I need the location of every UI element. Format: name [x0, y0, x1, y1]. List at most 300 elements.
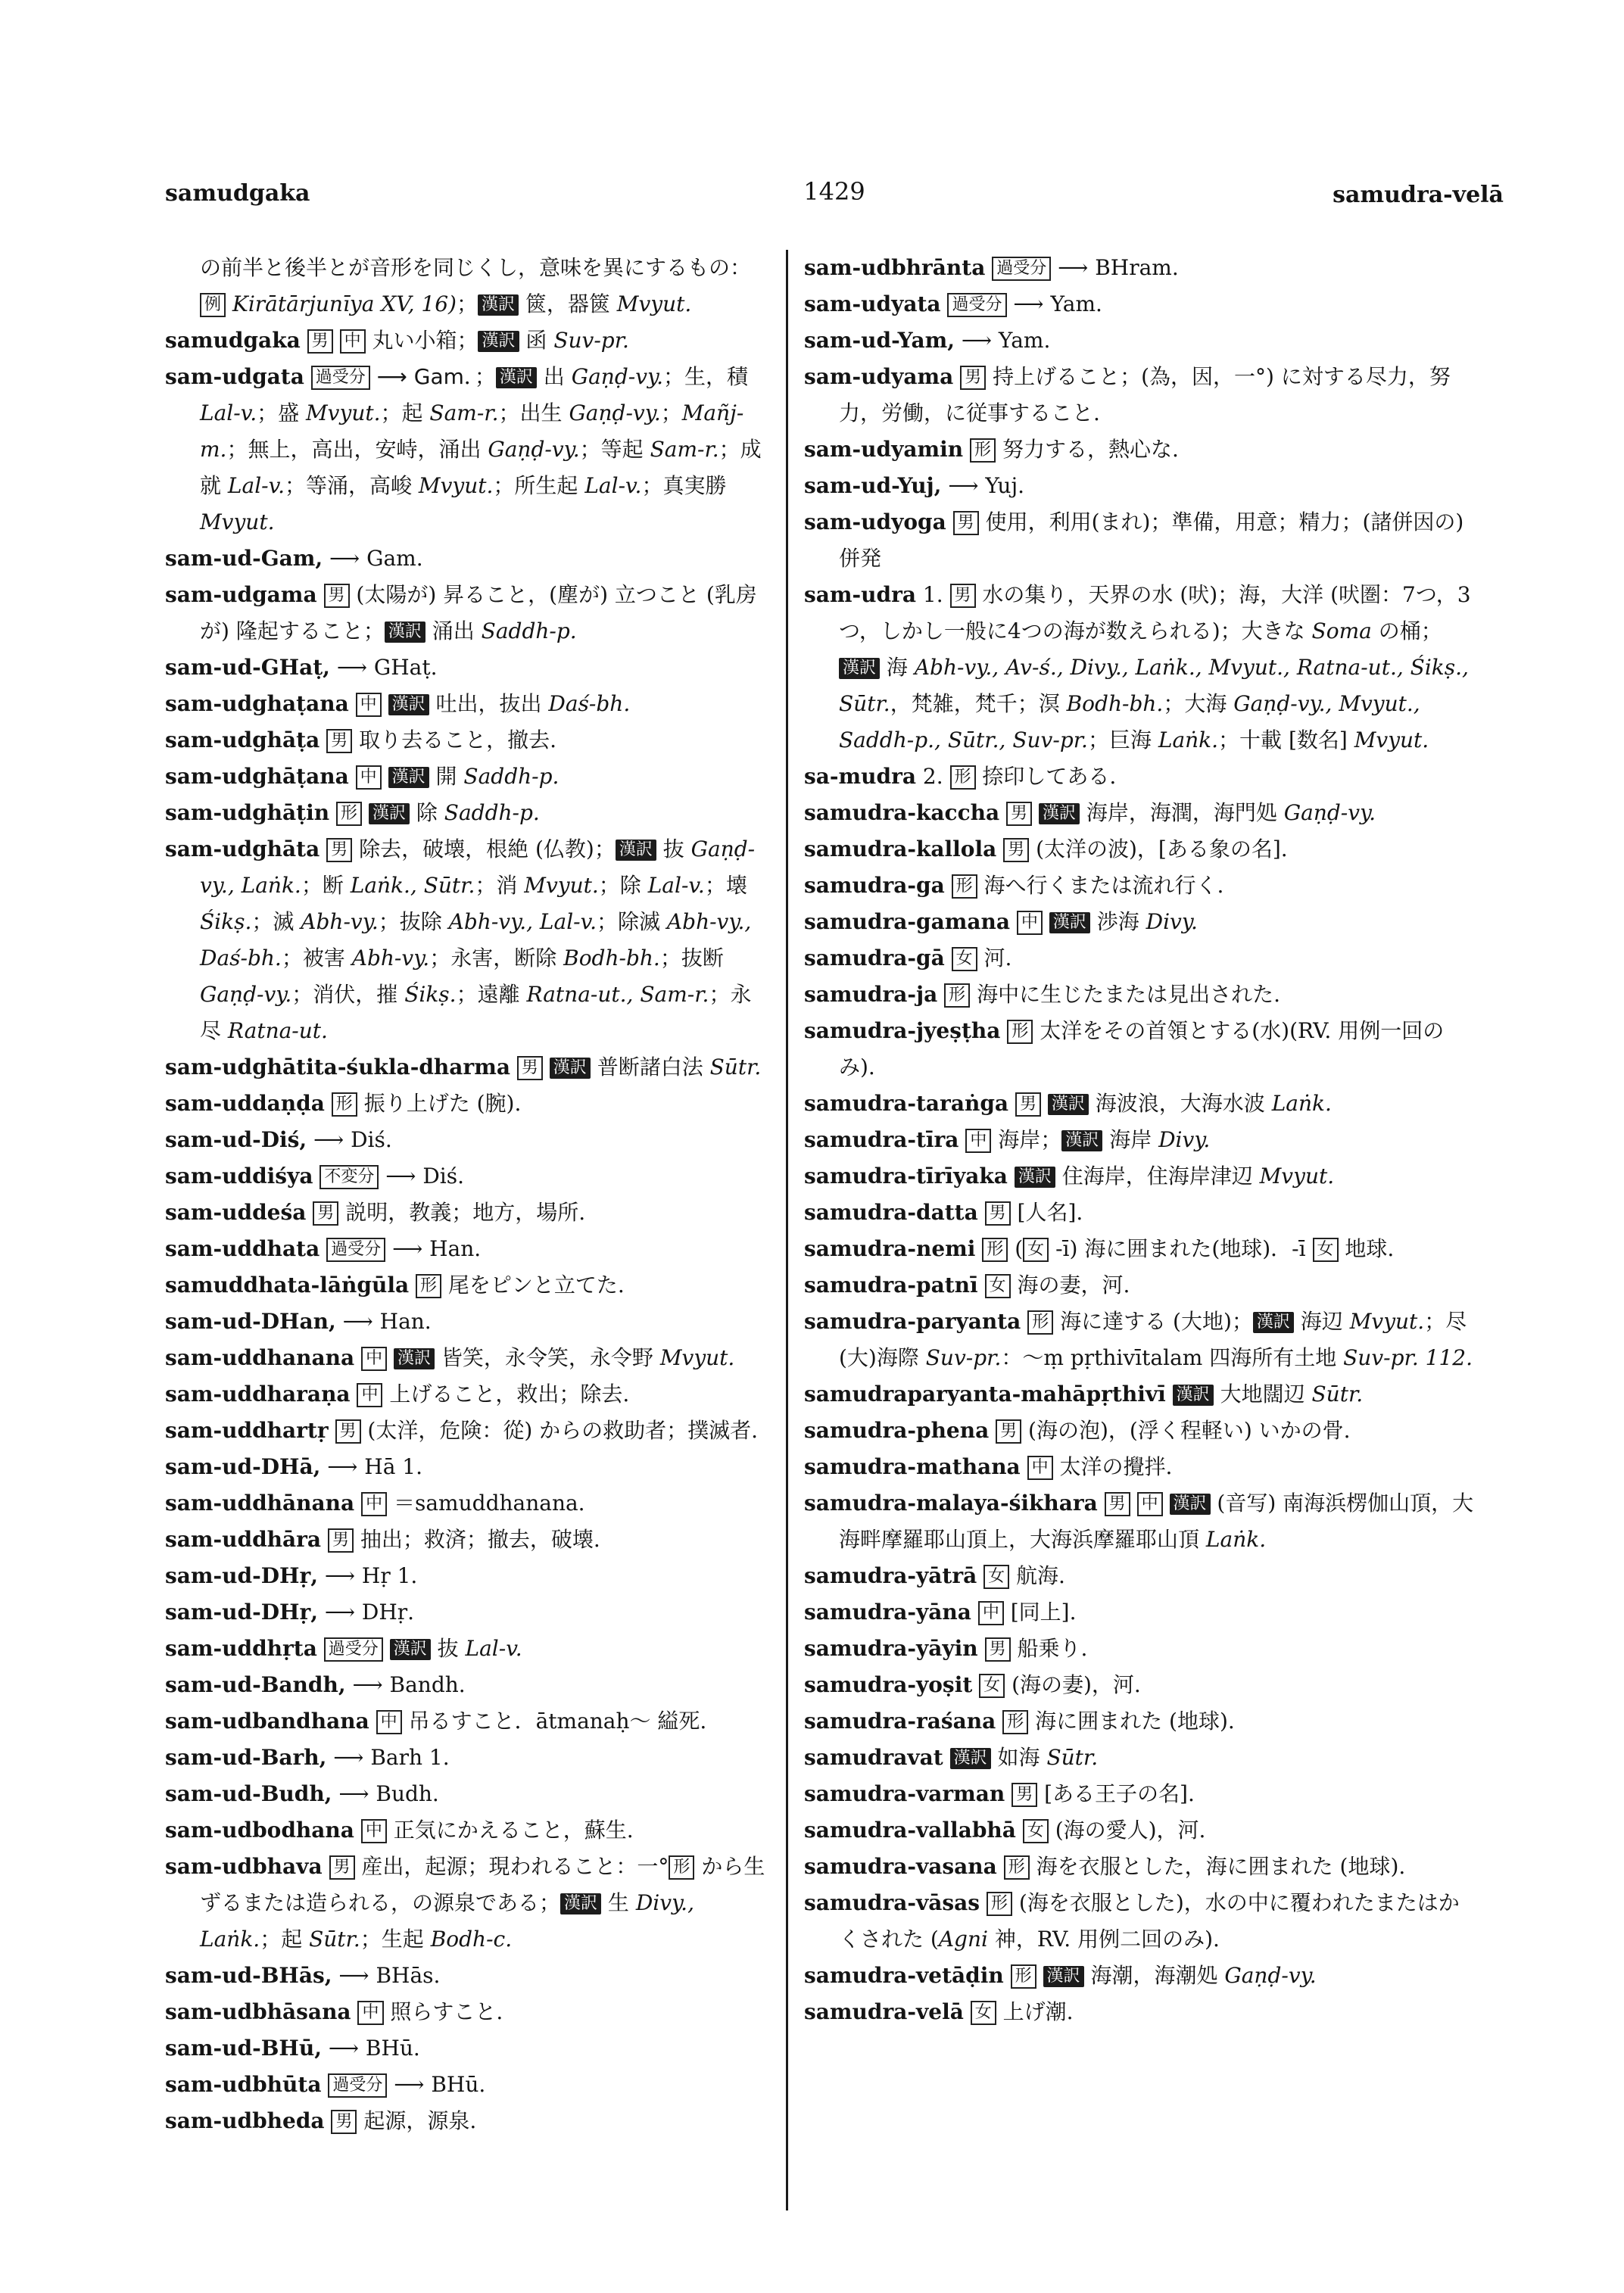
entry-text: ＝samuddhanana. [387, 1491, 585, 1516]
entry-text: ；断 [301, 873, 351, 898]
entry-text: (海の妻)，河. [1005, 1672, 1141, 1697]
entry-headword: sam-uddhartṛ [165, 1418, 329, 1443]
source-citation: Laṅk. [1271, 1091, 1332, 1116]
dictionary-entry [804, 1231, 1475, 1267]
entry-headword: sam-udbodhana [165, 1818, 354, 1843]
grammar-label: 例 [200, 293, 226, 317]
entry-text: 海波浪，大海水波 [1088, 1091, 1272, 1116]
grammar-label: 形 [1004, 1855, 1030, 1880]
entry-text: 海中に生じたまたは見出された. [970, 982, 1280, 1007]
entry-text: 船乗り. [1010, 1636, 1088, 1661]
entry-text: ；滅 [251, 909, 301, 934]
entry-text: の桶； [1371, 618, 1442, 643]
entry-text: 生 [601, 1890, 636, 1915]
entry-headword: sam-udyata [804, 291, 941, 316]
grammar-label: 女 [1023, 1819, 1049, 1843]
dictionary-entry [804, 1013, 1475, 1086]
entry-text: (音写) 南海浜楞伽山頂，大海畔摩羅耶山頂上，大海浜摩羅耶山頂 [839, 1491, 1474, 1552]
source-citation: Agni [938, 1927, 988, 1952]
entry-text: 抜 [656, 837, 691, 861]
dictionary-entry [165, 359, 771, 541]
grammar-label: 中 [376, 1710, 402, 1734]
translation-tag: 漢訳 [388, 767, 429, 788]
dictionary-entry [165, 650, 771, 686]
entry-headword: sam-udgama [165, 582, 317, 607]
entry-headword: sam-uddharaṇa [165, 1382, 351, 1407]
grammar-label: 中 [965, 1129, 991, 1153]
dictionary-entry [165, 250, 771, 322]
entry-text: 正気にかえること，蘇生. [386, 1818, 634, 1843]
entry-text: ⟶ Hṛ 1. [324, 1563, 418, 1588]
dictionary-entry [804, 1703, 1475, 1740]
grammar-label: 女 [983, 1565, 1009, 1589]
grammar-label: 男 [1015, 1092, 1041, 1117]
entry-text: ⟶ GHaṭ. [336, 655, 438, 680]
grammar-label: 過受分 [326, 1238, 385, 1262]
grammar-label: 男 [960, 366, 986, 390]
entry-text: 吐出，抜出 [429, 691, 549, 716]
translation-tag: 漢訳 [1043, 1966, 1084, 1987]
source-citation: Soma [1311, 618, 1372, 643]
translation-tag: 漢訳 [560, 1893, 601, 1914]
entry-headword: samudra-vāsas [804, 1890, 980, 1915]
grammar-label: 男 [517, 1056, 543, 1080]
source-citation: Saddh-p. [481, 618, 577, 643]
dictionary-entry [804, 1958, 1475, 1994]
source-citation: Lal-v. [200, 400, 257, 425]
dictionary-entry [165, 1631, 771, 1667]
dictionary-entry [165, 1522, 771, 1558]
dictionary-entry [804, 868, 1475, 904]
source-citation: Lal-v. [227, 473, 285, 498]
entry-text [1163, 1491, 1170, 1516]
entry-headword: sam-ud-DHā, [165, 1454, 321, 1479]
source-citation: Mvyut. [200, 509, 275, 534]
entry-headword: samudra-taraṅga [804, 1091, 1009, 1116]
entry-text: 神，RV. 用例二回のみ). [987, 1927, 1220, 1952]
entry-headword: samudra-vallabhā [804, 1818, 1016, 1843]
entry-text: ⟶ Han. [342, 1309, 432, 1334]
translation-tag: 漢訳 [394, 1348, 435, 1369]
dictionary-entry [165, 1158, 771, 1195]
grammar-label: 男 [329, 1855, 355, 1880]
entry-text [1041, 1091, 1048, 1116]
entry-text: ；尽(大)海際 [839, 1309, 1467, 1370]
entry-text: ⟶ BHram. [1051, 255, 1179, 280]
grammar-label: 男 [950, 584, 976, 608]
source-citation: Abh-vy., Av-ś., Divy., Laṅk., Mvyut., Ratna-ut., Śikṣ., Sūtr. [839, 655, 1469, 716]
entry-headword: sam-udgata [165, 364, 304, 389]
translation-tag: 漢訳 [550, 1058, 591, 1079]
dictionary-entry [804, 1594, 1475, 1631]
source-citation: Mvyut. [659, 1345, 735, 1370]
dictionary-entry [804, 431, 1475, 468]
source-citation: Gaṇḍ-vy. [571, 364, 664, 389]
source-citation: Sam-r. [429, 400, 499, 425]
dictionary-entry [165, 1122, 771, 1158]
translation-tag: 漢訳 [390, 1639, 431, 1660]
source-citation: Bodh-bh. [1066, 691, 1164, 716]
entry-headword: samudra-varman [804, 1781, 1005, 1806]
entry-headword: samudra-paryanta [804, 1309, 1021, 1334]
entry-headword: samudgaka [165, 328, 301, 353]
dictionary-entry [165, 1776, 771, 1812]
entry-text: ；壊 [704, 873, 747, 898]
dictionary-entry [165, 1994, 771, 2030]
grammar-label: 形 [416, 1274, 441, 1298]
entry-headword: samudraparyanta-mahāpṛthivī [804, 1382, 1166, 1407]
entry-text: ⟶ Bandh. [352, 1672, 466, 1697]
entry-text: 太洋をその首領とする(水)(RV. 用例一回のみ). [839, 1018, 1445, 1080]
grammar-label: 男 [326, 838, 352, 862]
grammar-label: 中 [361, 1819, 387, 1843]
entry-text: 海へ行くまたは流れ行く. [977, 873, 1224, 898]
grammar-label: 女 [1313, 1238, 1339, 1262]
grammar-label: 男 [1006, 802, 1032, 826]
dictionary-entry [804, 1740, 1475, 1776]
entry-text: ⟶ BHū. [387, 2072, 486, 2097]
entry-headword: samudra-ja [804, 982, 938, 1007]
entry-text: (海の愛人)，河. [1048, 1818, 1206, 1843]
entry-headword: samudra-yāna [804, 1600, 971, 1625]
entry-text: ；抜断 [659, 946, 724, 970]
grammar-label: 男 [331, 2110, 357, 2134]
entry-text [383, 1636, 390, 1661]
entry-text: 使用，利用(まれ)；準備，用意；精力；(諸併因の) 併発 [839, 509, 1464, 571]
grammar-label: 男 [985, 1637, 1011, 1662]
entry-headword: sam-udghāṭa [165, 727, 320, 752]
entry-text: ⟶ Diś. [313, 1127, 392, 1152]
translation-tag: 漢訳 [388, 694, 429, 715]
dictionary-entry [165, 1195, 771, 1231]
grammar-label: 女 [1023, 1238, 1049, 1262]
entry-headword: samudra-yāyin [804, 1636, 978, 1661]
entry-text: 海岸； [991, 1127, 1062, 1152]
entry-text: ⟶ Yuj. [948, 473, 1025, 498]
entry-headword: samudra-patnī [804, 1273, 978, 1298]
dictionary-entry [804, 577, 1475, 759]
entry-text: (海の泡)，(浮く程軽い) いかの骨. [1021, 1418, 1351, 1443]
entry-text: 除去，破壊，根絶 (仏教)； [352, 837, 616, 861]
right-column [804, 250, 1475, 2210]
page-header [165, 173, 1504, 218]
entry-text: ⟶ Barh 1. [333, 1745, 450, 1770]
entry-text: 捺印してある. [975, 764, 1117, 789]
dictionary-entry [165, 2103, 771, 2139]
dictionary-entry [804, 759, 1475, 795]
entry-text: ；永尽 [200, 982, 752, 1043]
entry-text: ；遠離 [456, 982, 527, 1007]
entry-text: ；被害 [281, 946, 352, 970]
entry-text: ⟶ Budh. [338, 1781, 439, 1806]
entry-headword: sam-udyoga [804, 509, 946, 534]
dictionary-entry [165, 322, 771, 359]
dictionary-entry [804, 1485, 1475, 1558]
entry-text: (太洋，危険：從) からの救助者；撲滅者. [360, 1418, 759, 1443]
source-citation: Mvyut. [1259, 1164, 1335, 1189]
running-head-right: samudra-velā [1333, 182, 1504, 208]
entry-text: 海 [880, 655, 915, 680]
entry-text: 大地闊辺 [1213, 1382, 1312, 1407]
grammar-label: 過受分 [328, 2073, 387, 2098]
grammar-label: 男 [985, 1201, 1011, 1226]
entry-text: [ある王子の名]. [1037, 1781, 1195, 1806]
entry-headword: samudra-mathana [804, 1454, 1021, 1479]
source-citation: Mañj-m. [200, 400, 744, 462]
entry-text: 除 [409, 800, 444, 825]
source-citation: Saddh-p. [463, 764, 560, 789]
grammar-label: 男 [307, 329, 333, 354]
entry-text: 如海 [990, 1745, 1047, 1770]
dictionary-entry [165, 831, 771, 1049]
entry-headword: sam-ud-Bandh, [165, 1672, 346, 1697]
grammar-label: 男 [313, 1201, 338, 1226]
entry-text: (太洋の波)，[ある象の名]. [1029, 837, 1288, 861]
source-citation: Lal-v. [584, 473, 642, 498]
entry-text [1130, 1491, 1137, 1516]
dictionary-entry [804, 977, 1475, 1013]
dictionary-entry [804, 250, 1475, 286]
source-citation: Abh-vy. [351, 946, 430, 970]
entry-text [1043, 909, 1049, 934]
entry-text: 説明，教義；地方，場所. [338, 1200, 586, 1225]
grammar-label: 形 [944, 983, 970, 1008]
entry-text: 皆笑，永令笑，永令野 [435, 1345, 660, 1370]
grammar-label: 形 [1027, 1310, 1053, 1335]
dictionary-entry [165, 1558, 771, 1594]
entry-headword: sam-ud-BHās, [165, 1963, 332, 1988]
dictionary-entry [804, 1195, 1475, 1231]
entry-text: ；大海 [1163, 691, 1234, 716]
entry-headword: samudra-gamana [804, 909, 1010, 934]
entry-headword: sam-udghātita-śukla-dharma [165, 1055, 510, 1080]
dictionary-entry [165, 686, 771, 722]
source-citation: Gaṇḍ-vy. [1283, 800, 1376, 825]
entry-text: 普断諸白法 [590, 1055, 710, 1080]
dictionary-entry [165, 795, 771, 831]
dictionary-entry [165, 1667, 771, 1703]
entry-headword: samudra-gā [804, 946, 945, 970]
translation-tag: 漢訳 [369, 803, 410, 824]
source-citation: Mvyut. [524, 873, 599, 898]
grammar-label: 男 [1105, 1492, 1130, 1516]
entry-text: 海に達する (大地)； [1053, 1309, 1253, 1334]
entry-text: 渉海 [1089, 909, 1146, 934]
dictionary-entry [804, 1631, 1475, 1667]
grammar-label: 中 [1137, 1492, 1163, 1516]
entry-text: 地球. [1338, 1236, 1395, 1261]
entry-text: 尾をピンと立てた. [441, 1273, 625, 1298]
entry-text: 起源，源泉. [357, 2108, 477, 2133]
entry-headword: samudra-velā [804, 1999, 964, 2024]
entry-headword: sam-ud-BHū, [165, 2036, 322, 2061]
entry-headword: samuddhata-lāṅgūla [165, 1273, 410, 1298]
dictionary-entry [165, 1304, 771, 1340]
source-citation: Ratna-ut. [227, 1018, 328, 1043]
dictionary-entry [165, 1086, 771, 1122]
dictionary-entry [165, 1849, 771, 1958]
source-citation: Gaṇḍ-vy. [569, 400, 661, 425]
dictionary-entry [165, 1958, 771, 1994]
entry-headword: samudra-tīra [804, 1127, 959, 1152]
entry-text: 丸い小箱； [365, 328, 478, 353]
entry-text: 開 [429, 764, 464, 789]
source-citation: Bodh-c. [430, 1927, 513, 1952]
entry-headword: sam-uddhānana [165, 1491, 355, 1516]
entry-text: -ī) 海に囲まれた(地球)．-ī [1049, 1236, 1313, 1261]
entry-headword: sa-mudra [804, 764, 916, 789]
entry-headword: sam-udbandhana [165, 1709, 369, 1734]
grammar-label: 形 [1007, 1020, 1033, 1044]
entry-headword: sam-udra [804, 582, 916, 607]
grammar-label: 不変分 [320, 1165, 379, 1189]
entry-text: ⟶ Yam. [961, 328, 1051, 353]
dictionary-entry [804, 322, 1475, 359]
translation-tag: 漢訳 [1048, 1094, 1089, 1115]
dictionary-entry [804, 468, 1475, 504]
entry-text: ⟶ DHṛ. [324, 1600, 415, 1625]
source-citation: Mvyut. [418, 473, 494, 498]
entry-text: 住海岸，住海岸津辺 [1055, 1164, 1260, 1189]
entry-text: 海を衣服とした，海に囲まれた (地球). [1029, 1854, 1406, 1879]
dictionary-entry [165, 1812, 771, 1849]
source-citation: Sūtr. [1046, 1745, 1099, 1770]
entry-headword: sam-ud-Yam, [804, 328, 955, 353]
grammar-label: 過受分 [324, 1637, 383, 1662]
entry-text: ；除滅 [597, 909, 667, 934]
grammar-label: 男 [326, 729, 352, 753]
entry-text: 函 [519, 328, 554, 353]
entry-headword: sam-ud-Diś, [165, 1127, 307, 1152]
dictionary-entry [165, 1485, 771, 1522]
entry-headword: sam-udbhūta [165, 2072, 322, 2097]
entry-headword: sam-udghaṭana [165, 691, 349, 716]
entry-text: 海潮，海潮処 [1083, 1963, 1225, 1988]
cross-reference: ⟶ Gam．； [369, 364, 496, 389]
entry-text: ； [660, 400, 682, 425]
entry-text: 篋，器篋 [518, 291, 617, 316]
entry-text: 水の集り，天界の水 (吠)；海，大洋 (吠圏：7つ，3つ，しかし一般に4つの海が数えられる)；大きな [839, 582, 1471, 643]
entry-headword: sam-udyama [804, 364, 954, 389]
source-citation: Sūtr. [309, 1927, 360, 1952]
entry-headword: sam-uddhṛta [165, 1636, 317, 1661]
entry-text: ；消 [475, 873, 525, 898]
dictionary-entry [165, 1267, 771, 1304]
entry-headword: samudra-ga [804, 873, 945, 898]
source-citation: Laṅk. [1205, 1527, 1267, 1552]
grammar-label: 過受分 [311, 366, 370, 390]
entry-text: 河. [977, 946, 1012, 970]
entry-text [1036, 1963, 1043, 1988]
entry-headword: samudra-jyeṣṭha [804, 1018, 1001, 1043]
translation-tag: 漢訳 [1253, 1312, 1294, 1333]
entry-text: ；真実勝 [641, 473, 727, 498]
source-citation: Gaṇḍ-vy. [488, 437, 580, 462]
entry-text: 振り上げた (腕). [357, 1091, 522, 1116]
entry-text: ：～ṃ pṛthivītalam 四海所有土地 [1001, 1345, 1344, 1370]
entry-text: ⟶ Gam. [329, 546, 423, 571]
entry-text: 海の妻，河. [1010, 1273, 1130, 1298]
entry-text: 産出，起源；現われること：一° [354, 1854, 669, 1879]
grammar-label: 男 [996, 1419, 1021, 1444]
translation-tag: 漢訳 [839, 658, 880, 679]
entry-headword: sam-uddiśya [165, 1164, 313, 1189]
translation-tag: 漢訳 [496, 367, 537, 388]
entry-headword: sam-udbheda [165, 2108, 325, 2133]
grammar-label: 中 [361, 1347, 387, 1371]
translation-tag: 漢訳 [1173, 1385, 1214, 1406]
grammar-label: 中 [340, 329, 366, 354]
dictionary-entry [165, 1413, 771, 1449]
entry-text: 上げ潮. [996, 1999, 1074, 2024]
entry-headword: samudra-malaya-śikhara [804, 1491, 1098, 1516]
grammar-label: 中 [356, 765, 382, 790]
source-citation: Suv-pr. [553, 328, 629, 353]
dictionary-entry [165, 577, 771, 650]
source-citation: Abh-vy. [301, 909, 379, 934]
entry-text: 照らすこと. [383, 1999, 503, 2024]
grammar-label: 女 [952, 947, 977, 971]
source-citation: Gaṇḍ-vy. [200, 982, 292, 1007]
entry-text [543, 1055, 550, 1080]
entry-text: 努力する，熱心な. [996, 437, 1179, 462]
source-citation: Suv-pr. 112. [1343, 1345, 1473, 1370]
translation-tag: 漢訳 [1039, 803, 1080, 824]
dictionary-entry [804, 904, 1475, 940]
entry-headword: samudra-phena [804, 1418, 990, 1443]
translation-tag: 漢訳 [385, 622, 425, 643]
dictionary-entry [165, 759, 771, 795]
grammar-label: 中 [361, 1492, 387, 1516]
entry-headword: sam-uddhanana [165, 1345, 355, 1370]
source-citation: Mvyut. [616, 291, 692, 316]
entry-headword: samudra-datta [804, 1200, 978, 1225]
dictionary-entry [804, 1849, 1475, 1885]
left-column [165, 250, 771, 2210]
dictionary-entry [804, 795, 1475, 831]
dictionary-entry [804, 1776, 1475, 1812]
grammar-label: 女 [979, 1674, 1005, 1698]
entry-headword: sam-udbhava [165, 1854, 323, 1879]
entry-text: ；出生 [498, 400, 569, 425]
source-citation: Suv-pr. [925, 1345, 1002, 1370]
entry-text: ；所生起 [493, 473, 585, 498]
entry-text: ；永害，断除 [429, 946, 564, 970]
entry-text: 上げること，救出；除去. [382, 1382, 630, 1407]
entry-text: ；起 [380, 400, 430, 425]
source-citation: Divy. [1158, 1127, 1211, 1152]
dictionary-entry [804, 831, 1475, 868]
grammar-label: 過受分 [992, 257, 1051, 281]
dictionary-entry [165, 1231, 771, 1267]
dictionary-entry [165, 1594, 771, 1631]
dictionary-entry [165, 541, 771, 577]
translation-tag: 漢訳 [1015, 1167, 1055, 1188]
entry-headword: sam-udghāta [165, 837, 320, 861]
entry-text: ( [1008, 1236, 1024, 1261]
entry-text: 抽出；救済；撤去，破壊. [353, 1527, 600, 1552]
entry-text: ；生，積 [663, 364, 749, 389]
entry-text: ；起 [260, 1927, 310, 1952]
dictionary-entry [804, 286, 1475, 322]
dictionary-entry [804, 504, 1475, 577]
entry-headword: sam-ud-DHṛ, [165, 1563, 318, 1588]
entry-text: ；巨海 [1087, 727, 1158, 752]
entry-headword: samudra-yoṣit [804, 1672, 973, 1697]
source-citation: Laṅk., Sūtr. [350, 873, 475, 898]
dictionary-entry [804, 1158, 1475, 1195]
entry-headword: sam-uddhāra [165, 1527, 322, 1552]
